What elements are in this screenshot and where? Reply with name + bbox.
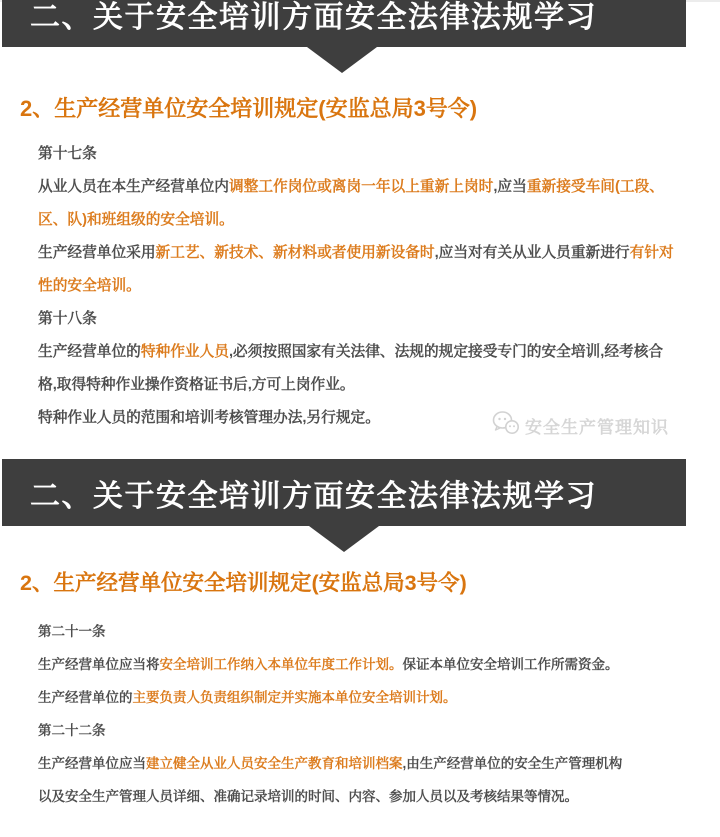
text-segment: 生产经营单位采用 [38, 245, 156, 261]
arrow-down-icon [307, 47, 377, 73]
text-segment: 生产经营单位应当将 [38, 657, 160, 672]
text-segment: 第十七条 [38, 146, 97, 162]
body-line [38, 204, 708, 237]
body-line [38, 237, 708, 270]
text-segment: 格,取得特种作业操作资格证书后,方可上岗作业。 [38, 377, 355, 393]
slide-body [38, 615, 708, 813]
wechat-bubbles-icon [492, 410, 520, 441]
text-segment: ,必须按照国家有关法律、法规的规定接受专门的安全培训,经考核合 [228, 344, 664, 360]
slide-body [38, 138, 708, 435]
watermark [492, 410, 669, 440]
body-line [38, 336, 708, 369]
body-line [38, 171, 708, 204]
text-segment: 第二十二条 [38, 723, 106, 738]
text-segment: 主要负责人负责组织制定并实施本单位安全培训计划。 [132, 690, 457, 705]
text-segment: 重新接受车间(工段、 [526, 179, 664, 195]
text-segment: 第十八条 [38, 311, 97, 327]
body-line [38, 681, 708, 714]
text-segment: 生产经营单位应当 [38, 756, 146, 771]
body-line [38, 270, 708, 303]
body-line [38, 747, 708, 780]
text-segment: 特种作业人员的范围和培训考核管理办法,另行规定。 [38, 410, 380, 426]
arrow-down-icon [309, 526, 379, 552]
body-line [38, 648, 708, 681]
body-line [38, 303, 708, 336]
text-segment: 以及安全生产管理人员详细、准确记录培训的时间、内容、参加人员以及考核结果等情况。 [38, 789, 578, 804]
text-segment: 生产经营单位的 [38, 344, 141, 360]
text-segment: ,由生产经营单位的安全生产管理机构 [402, 756, 623, 771]
text-segment: 区、队)和班组级的安全培训。 [38, 212, 234, 228]
text-segment: 生产经营单位的 [38, 690, 133, 705]
body-line [38, 369, 708, 402]
slide-title-banner [2, 459, 686, 526]
text-segment: 新工艺、新技术、新材料或者使用新设备时 [155, 245, 435, 261]
body-line [38, 138, 708, 171]
body-line [38, 714, 708, 747]
body-line [38, 780, 708, 813]
text-segment: 性的安全培训。 [38, 278, 141, 294]
text-segment: 建立健全从业人员安全生产教育和培训档案 [146, 756, 403, 771]
section-heading: 2、生产经营单位安全培训规定(安监总局3号令) [20, 96, 478, 121]
slide-banner-title: 二、关于安全培训方面安全法律法规学习 [30, 0, 597, 34]
slide-banner-title: 二、关于安全培训方面安全法律法规学习 [30, 479, 597, 513]
text-segment: 安全培训工作纳入本单位年度工作计划。 [159, 657, 403, 672]
text-segment: 从业人员在本生产经营单位内 [38, 179, 229, 195]
text-segment: 特种作业人员 [140, 344, 229, 360]
text-segment: 第二十一条 [38, 624, 106, 639]
text-segment: ,应当 [493, 179, 527, 195]
watermark-label: 安全生产管理知识 [525, 417, 669, 437]
text-segment: 有针对 [629, 245, 674, 261]
section-heading: 2、生产经营单位安全培训规定(安监总局3号令) [20, 571, 467, 595]
body-line [38, 615, 708, 648]
slide-title-banner [2, 0, 686, 47]
text-segment: ,应当对有关从业人员重新进行 [434, 245, 630, 261]
text-segment: 保证本单位安全培训工作所需资金。 [402, 657, 619, 672]
text-segment: 调整工作岗位或离岗一年以上重新上岗时 [228, 179, 494, 195]
